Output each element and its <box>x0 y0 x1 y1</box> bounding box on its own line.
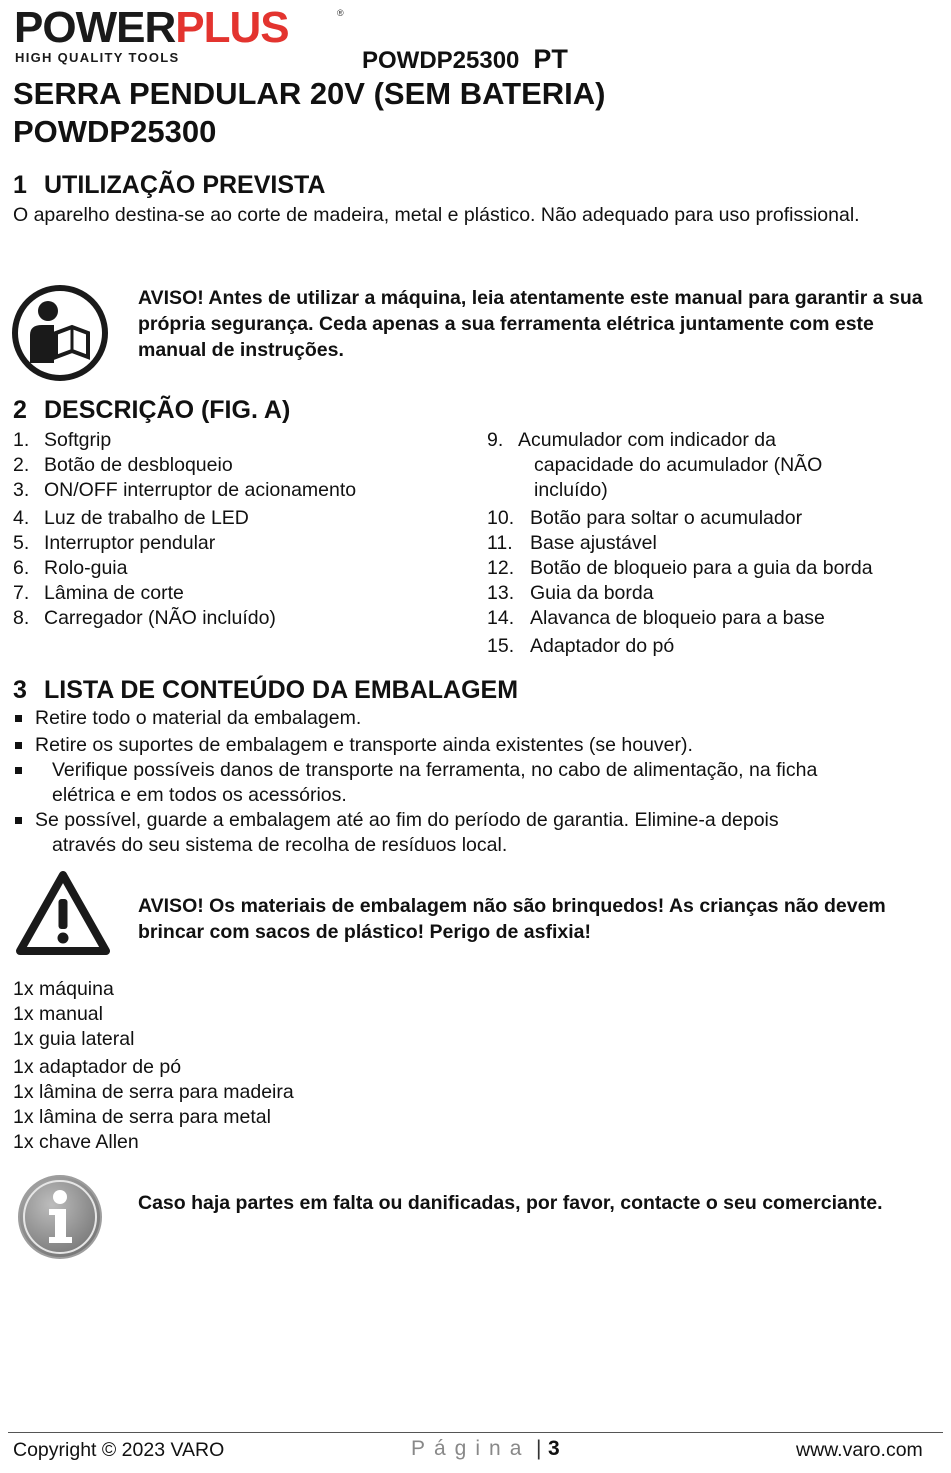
logo-text-red: PLUS <box>175 3 289 52</box>
intended-use-text: O aparelho destina-se ao corte de madeira, metal e plástico. Não adequado para uso profissional. <box>13 204 860 226</box>
document-title: SERRA PENDULAR 20V (SEM BATERIA) <box>13 76 606 111</box>
description-item: 7. Lâmina de corte <box>13 582 184 604</box>
description-item: 13. Guia da borda <box>487 582 654 604</box>
package-content-item: 1x máquina <box>13 978 114 1000</box>
section-title: UTILIZAÇÃO PREVISTA <box>44 171 326 199</box>
section-heading-description <box>13 395 290 425</box>
model-code-header <box>362 44 568 75</box>
bullet-square-icon <box>15 742 22 749</box>
description-item: 11. Base ajustável <box>487 532 657 554</box>
language-code: PT <box>533 44 568 74</box>
read-manual-icon <box>10 283 110 383</box>
package-content-item: 1x lâmina de serra para metal <box>13 1106 271 1128</box>
bullet-square-icon <box>15 767 22 774</box>
description-item: 3. ON/OFF interruptor de acionamento <box>13 479 357 501</box>
model-code: POWDP25300 <box>362 47 520 74</box>
packaging-warning-text: AVISO! Os materiais de embalagem não são brinquedos! As crianças não devem brincar com sacos de plástico! Perigo de asfixia! <box>138 895 886 943</box>
description-item: 1. Softgrip <box>13 429 112 451</box>
description-item: 12. Botão de bloqueio para a guia da borda <box>487 557 873 579</box>
section-title: DESCRIÇÃO (FIG. A) <box>44 396 291 424</box>
package-content-item: 1x chave Allen <box>13 1131 139 1153</box>
description-item: 2. Botão de desbloqueio <box>13 454 233 476</box>
bullet-item: Retire todo o material da embalagem. <box>13 706 933 731</box>
footer-page-separator: | <box>536 1437 542 1460</box>
description-item: 15. Adaptador do pó <box>487 635 675 657</box>
brand-logo <box>14 3 354 68</box>
info-icon <box>16 1173 104 1261</box>
document-title-model: POWDP25300 <box>13 114 217 149</box>
section-title: LISTA DE CONTEÚDO DA EMBALAGEM <box>44 676 519 704</box>
package-content-item: 1x guia lateral <box>13 1028 135 1050</box>
footer-copyright: Copyright © 2023 VARO <box>13 1439 225 1461</box>
package-content-item: 1x lâmina de serra para madeira <box>13 1081 294 1103</box>
description-item: 10. Botão para soltar o acumulador <box>487 507 803 529</box>
bullet-item: Se possível, guarde a embalagem até ao fim do período de garantia. Elimine-a depois através do seu sistema de recolha de resíduos local. <box>13 808 933 858</box>
package-content-item: 1x adaptador de pó <box>13 1056 182 1078</box>
bullet-square-icon <box>15 817 22 824</box>
bullet-square-icon <box>15 715 22 722</box>
logo-text-dark: POWER <box>14 3 176 52</box>
section-number: 3 <box>13 676 27 704</box>
logo-registered-mark: ® <box>337 8 344 18</box>
bullet-item: Verifique possíveis danos de transporte na ferramenta, no cabo de alimentação, na ficha elétrica e em todos os acessórios. <box>13 758 933 808</box>
footer-divider <box>8 1432 943 1433</box>
description-item: 5. Interruptor pendular <box>13 532 216 554</box>
footer-page-label: Página <box>411 1437 531 1460</box>
description-item: 6. Rolo-guia <box>13 557 128 579</box>
footer-page-number: 3 <box>548 1437 560 1460</box>
description-item-continued: capacidade do acumulador (NÃO <box>534 454 823 476</box>
section-number: 1 <box>13 171 27 199</box>
footer-website: www.varo.com <box>796 1439 923 1461</box>
section-heading-package-contents <box>13 675 518 705</box>
description-item: 8. Carregador (NÃO incluído) <box>13 607 276 629</box>
section-heading-intended-use <box>13 170 325 200</box>
description-item-continued: incluído) <box>534 479 608 501</box>
bullet-item: Retire os suportes de embalagem e transporte ainda existentes (se houver). <box>13 733 933 758</box>
missing-parts-info-text: Caso haja partes em falta ou danificadas, por favor, contacte o seu comerciante. <box>138 1192 883 1214</box>
description-item: 4. Luz de trabalho de LED <box>13 507 249 529</box>
description-item: 14. Alavanca de bloqueio para a base <box>487 607 825 629</box>
logo-tagline: HIGH QUALITY TOOLS <box>15 50 180 65</box>
section-number: 2 <box>13 396 27 424</box>
logo-wordmark <box>14 3 289 52</box>
warning-triangle-icon <box>14 869 112 957</box>
manual-warning-text: AVISO! Antes de utilizar a máquina, leia atentamente este manual para garantir a sua própria segurança. Ceda apenas a sua ferramenta elétrica juntamente com este manual de instruções. <box>138 287 923 361</box>
package-content-item: 1x manual <box>13 1003 103 1025</box>
description-item: 9. Acumulador com indicador da <box>487 429 776 451</box>
